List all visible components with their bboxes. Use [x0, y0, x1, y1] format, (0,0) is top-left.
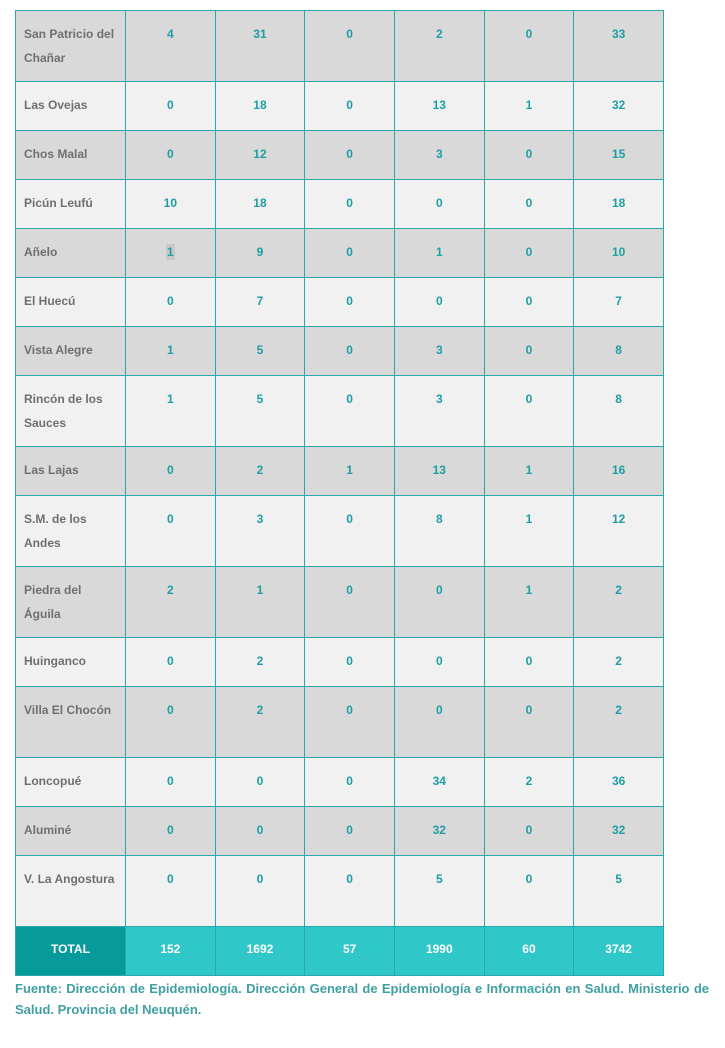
value-text: 0 — [346, 196, 353, 210]
value-cell — [394, 131, 484, 180]
value-cell — [305, 11, 395, 82]
value-text: 10 — [163, 196, 177, 210]
locality-name-cell: Las Ovejas — [16, 82, 126, 131]
value-cell — [215, 327, 305, 376]
value-cell — [126, 638, 216, 687]
value-text: 0 — [346, 583, 353, 597]
value-cell — [305, 567, 395, 638]
value-text: 13 — [432, 98, 446, 112]
value-text: 2 — [615, 583, 622, 597]
value-text: 0 — [166, 823, 174, 837]
value-text: 0 — [435, 654, 443, 668]
locality-name-cell: Huinganco — [16, 638, 126, 687]
value-cell — [305, 758, 395, 807]
table-row — [16, 376, 664, 447]
value-cell — [574, 229, 664, 278]
value-cell — [394, 758, 484, 807]
value-cell — [394, 567, 484, 638]
locality-name-cell: Vista Alegre — [16, 327, 126, 376]
value-cell — [126, 496, 216, 567]
value-text: 5 — [615, 872, 622, 886]
table-row — [16, 327, 664, 376]
locality-name-cell: Rincón de los Sauces — [16, 376, 126, 447]
table-row — [16, 567, 664, 638]
value-text: 0 — [435, 294, 443, 308]
value-cell — [574, 687, 664, 758]
value-text: 1 — [256, 583, 264, 597]
value-cell — [305, 496, 395, 567]
value-cell — [574, 376, 664, 447]
value-text: 0 — [346, 147, 353, 161]
value-cell — [574, 447, 664, 496]
value-cell — [215, 180, 305, 229]
value-text: 0 — [166, 98, 174, 112]
value-cell — [305, 638, 395, 687]
value-cell — [126, 567, 216, 638]
value-text: 7 — [256, 294, 264, 308]
value-text: 12 — [253, 147, 267, 161]
value-cell — [394, 687, 484, 758]
value-cell — [215, 447, 305, 496]
table-row — [16, 82, 664, 131]
value-cell — [394, 11, 484, 82]
value-cell — [574, 807, 664, 856]
value-text: 31 — [253, 27, 267, 41]
value-cell — [484, 327, 574, 376]
value-text: 0 — [525, 654, 533, 668]
value-cell — [126, 11, 216, 82]
value-cell — [215, 376, 305, 447]
value-cell — [126, 807, 216, 856]
value-cell — [305, 327, 395, 376]
value-text: 32 — [611, 823, 626, 837]
value-cell — [126, 447, 216, 496]
value-text: 1 — [435, 245, 443, 259]
value-cell — [394, 376, 484, 447]
value-text: 0 — [346, 27, 353, 41]
value-text: 2 — [525, 774, 533, 788]
value-cell — [215, 278, 305, 327]
value-cell — [574, 11, 664, 82]
value-text: 0 — [525, 872, 533, 886]
value-cell — [394, 638, 484, 687]
total-value-cell: 1990 — [394, 927, 484, 976]
value-cell — [574, 180, 664, 229]
total-value-cell: 57 — [305, 927, 395, 976]
value-cell — [484, 758, 574, 807]
value-text: 0 — [346, 654, 353, 668]
value-cell — [484, 447, 574, 496]
value-cell — [574, 131, 664, 180]
value-cell — [126, 229, 216, 278]
value-text: 1 — [166, 245, 174, 259]
value-text: 2 — [256, 703, 264, 717]
value-text: 32 — [432, 823, 446, 837]
total-label: TOTAL — [16, 927, 126, 976]
value-text: 18 — [253, 98, 267, 112]
value-text: 0 — [435, 703, 443, 717]
value-cell — [215, 131, 305, 180]
value-cell — [215, 567, 305, 638]
value-text: 0 — [525, 294, 533, 308]
value-cell — [126, 687, 216, 758]
value-cell — [215, 687, 305, 758]
value-text: 0 — [525, 392, 533, 406]
value-cell — [484, 376, 574, 447]
value-text: 0 — [525, 823, 533, 837]
value-cell — [126, 131, 216, 180]
value-cell — [574, 82, 664, 131]
value-text: 0 — [166, 294, 174, 308]
value-text: 0 — [166, 512, 174, 526]
value-text: 15 — [611, 147, 626, 161]
value-text: 0 — [346, 703, 353, 717]
value-text: 3 — [435, 343, 443, 357]
value-cell — [574, 278, 664, 327]
value-cell — [305, 278, 395, 327]
value-cell — [215, 807, 305, 856]
value-text: 0 — [346, 245, 353, 259]
value-text: 0 — [166, 463, 174, 477]
value-text: 0 — [525, 147, 533, 161]
value-cell — [394, 856, 484, 927]
value-cell — [394, 278, 484, 327]
value-cell — [574, 638, 664, 687]
locality-name-cell: Añelo — [16, 229, 126, 278]
value-cell — [484, 687, 574, 758]
value-text: 0 — [525, 27, 533, 41]
locality-name-cell: Las Lajas — [16, 447, 126, 496]
value-cell — [126, 180, 216, 229]
value-text: 3 — [435, 147, 443, 161]
value-cell — [126, 278, 216, 327]
value-cell — [305, 180, 395, 229]
value-text: 18 — [253, 196, 267, 210]
locality-name-cell: Aluminé — [16, 807, 126, 856]
locality-name-cell: V. La Angostura — [16, 856, 126, 927]
locality-name-cell: San Patricio del Chañar — [16, 11, 126, 82]
value-text: 0 — [435, 196, 443, 210]
value-text: 1 — [346, 463, 353, 477]
value-cell — [215, 82, 305, 131]
value-text: 2 — [615, 703, 622, 717]
value-cell — [305, 82, 395, 131]
table-row — [16, 856, 664, 927]
value-cell — [126, 82, 216, 131]
value-text: 2 — [256, 463, 264, 477]
value-cell — [484, 229, 574, 278]
value-text: 0 — [256, 872, 264, 886]
value-text: 16 — [611, 463, 626, 477]
value-text: 0 — [166, 774, 174, 788]
value-text: 0 — [166, 703, 174, 717]
table-row — [16, 496, 664, 567]
value-cell — [305, 856, 395, 927]
value-cell — [305, 131, 395, 180]
value-text: 8 — [435, 512, 443, 526]
value-cell — [574, 856, 664, 927]
locality-name-cell: El Huecú — [16, 278, 126, 327]
table-row — [16, 131, 664, 180]
total-row — [16, 927, 664, 976]
value-text: 0 — [166, 147, 174, 161]
value-text: 8 — [615, 343, 622, 357]
value-cell — [215, 638, 305, 687]
locality-name-cell: Loncopué — [16, 758, 126, 807]
locality-name-cell: S.M. de los Andes — [16, 496, 126, 567]
value-text: 0 — [525, 196, 533, 210]
value-cell — [484, 567, 574, 638]
value-text: 0 — [166, 872, 174, 886]
value-text: 2 — [256, 654, 264, 668]
value-text: 0 — [346, 98, 353, 112]
value-text: 1 — [525, 98, 533, 112]
value-cell — [484, 11, 574, 82]
value-cell — [484, 278, 574, 327]
locality-name-cell: Chos Malal — [16, 131, 126, 180]
value-cell — [305, 376, 395, 447]
value-text: 0 — [525, 703, 533, 717]
value-cell — [574, 567, 664, 638]
value-text: 12 — [611, 512, 626, 526]
value-text: 1 — [525, 463, 533, 477]
value-text: 3 — [435, 392, 443, 406]
value-text: 0 — [166, 654, 174, 668]
value-text: 0 — [256, 823, 264, 837]
value-text: 0 — [435, 583, 443, 597]
value-cell — [215, 11, 305, 82]
value-cell — [215, 758, 305, 807]
value-cell — [126, 327, 216, 376]
value-text: 0 — [346, 392, 353, 406]
value-cell — [394, 229, 484, 278]
value-cell — [484, 82, 574, 131]
value-text: 3 — [256, 512, 264, 526]
value-text: 34 — [432, 774, 446, 788]
value-text: 7 — [615, 294, 622, 308]
value-text: 32 — [611, 98, 626, 112]
value-cell — [394, 82, 484, 131]
value-text: 0 — [525, 343, 533, 357]
value-cell — [215, 229, 305, 278]
value-text: 1 — [525, 512, 533, 526]
value-cell — [574, 327, 664, 376]
value-cell — [215, 496, 305, 567]
value-cell — [305, 229, 395, 278]
value-text: 5 — [256, 343, 264, 357]
value-text: 0 — [346, 823, 353, 837]
value-text: 2 — [166, 583, 174, 597]
value-text: 0 — [346, 774, 353, 788]
value-cell — [394, 807, 484, 856]
value-cell — [394, 496, 484, 567]
value-cell — [126, 856, 216, 927]
table-row — [16, 807, 664, 856]
value-text: 5 — [256, 392, 264, 406]
value-cell — [484, 131, 574, 180]
value-text: 4 — [166, 27, 174, 41]
table-row — [16, 11, 664, 82]
table-body — [16, 11, 664, 976]
value-text: 2 — [435, 27, 443, 41]
value-cell — [126, 376, 216, 447]
value-text: 1 — [525, 583, 533, 597]
value-text: 0 — [346, 343, 353, 357]
table-row — [16, 687, 664, 758]
value-cell — [394, 447, 484, 496]
value-text: 2 — [615, 654, 622, 668]
locality-name-cell: Piedra del Águila — [16, 567, 126, 638]
value-cell — [484, 638, 574, 687]
value-cell — [574, 496, 664, 567]
total-value-cell: 1692 — [215, 927, 305, 976]
value-cell — [484, 496, 574, 567]
value-text: 8 — [615, 392, 622, 406]
table-row — [16, 229, 664, 278]
table-row — [16, 758, 664, 807]
value-text: 9 — [256, 245, 264, 259]
table-row — [16, 638, 664, 687]
value-text: 10 — [611, 245, 626, 259]
value-cell — [394, 327, 484, 376]
total-value-cell: 152 — [126, 927, 216, 976]
value-cell — [484, 180, 574, 229]
locality-name-cell: Villa El Chocón — [16, 687, 126, 758]
value-text: 18 — [611, 196, 626, 210]
value-text: 36 — [611, 774, 626, 788]
value-text: 1 — [166, 392, 174, 406]
value-cell — [484, 856, 574, 927]
total-value-cell: 60 — [484, 927, 574, 976]
table-row — [16, 278, 664, 327]
source-note: Fuente: Dirección de Epidemiología. Dirección General de Epidemiología e Información en Salud. Ministerio de Salud. Provincia del Neuquén. — [15, 981, 709, 1017]
value-cell — [305, 807, 395, 856]
value-text: 0 — [346, 872, 353, 886]
value-cell — [484, 807, 574, 856]
value-text: 0 — [346, 294, 353, 308]
value-cell — [394, 180, 484, 229]
value-text: 13 — [432, 463, 446, 477]
table-row — [16, 180, 664, 229]
value-text: 0 — [256, 774, 264, 788]
value-cell — [215, 856, 305, 927]
cases-table — [15, 10, 664, 976]
value-cell — [305, 447, 395, 496]
table-row — [16, 447, 664, 496]
value-text: 5 — [435, 872, 443, 886]
value-text: 1 — [166, 343, 174, 357]
value-text: 0 — [525, 245, 533, 259]
value-cell — [574, 758, 664, 807]
value-text: 0 — [346, 512, 353, 526]
value-text: 33 — [611, 27, 626, 41]
value-cell — [305, 687, 395, 758]
locality-name-cell: Picún Leufú — [16, 180, 126, 229]
total-value-cell: 3742 — [574, 927, 664, 976]
value-cell — [126, 758, 216, 807]
